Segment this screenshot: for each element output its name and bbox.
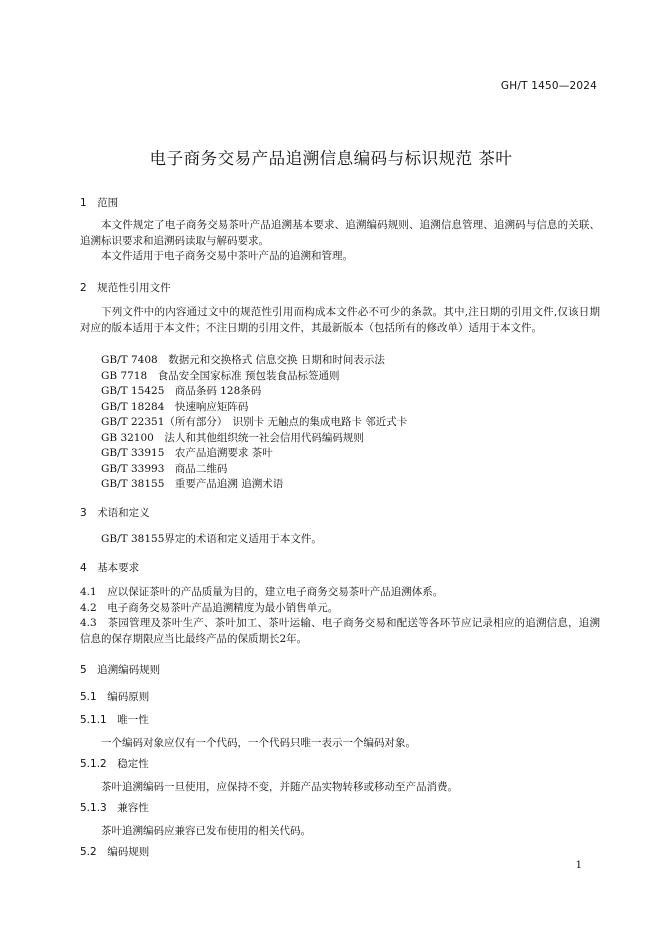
section-5-1-heading: 5.1 编码原则 <box>80 691 150 703</box>
section-5-1-1-text: 一个编码对象应仅有一个代码，一个代码只唯一表示一个编码对象。 <box>101 737 416 749</box>
section-1-paragraph-1: 本文件规定了电子商务交易茶叶产品追溯基本要求、追溯编码规则、追溯信息管理、追溯码与信息的关联、追溯标识要求和追溯码读取与解码要求。 <box>80 219 600 247</box>
reference-item: GB/T 7408 数据元和交换格式 信息交换 日期和时间表示法 <box>101 354 385 366</box>
section-1-paragraph-2: 本文件适用于电子商务交易中茶叶产品的追溯和管理。 <box>101 250 353 262</box>
section-5-1-3-text: 茶叶追溯编码应兼容已发布使用的相关代码。 <box>101 825 311 837</box>
section-3-paragraph: GB/T 38155界定的术语和定义适用于本文件。 <box>101 533 322 545</box>
section-5-1-2-heading: 5.1.2 稳定性 <box>80 758 149 770</box>
section-5-1-3-heading: 5.1.3 兼容性 <box>80 802 149 814</box>
section-2-intro: 下列文件中的内容通过文中的规范性引用而构成本文件必不可少的条款。其中,注日期的引用文件,仅该日期对应的版本适用于本文件；不注日期的引用文件，其最新版本（包括所有的修改单）适用于本文件。 <box>80 306 600 334</box>
reference-item: GB/T 18284 快速响应矩阵码 <box>101 401 249 413</box>
reference-item: GB 32100 法人和其他组织统一社会信用代码编码规则 <box>101 432 364 444</box>
page-number: 1 <box>575 860 582 871</box>
section-5-1-2-text: 茶叶追溯编码一旦使用，应保持不变，并随产品实物转移或移动至产品消费。 <box>101 781 458 793</box>
section-5-2-heading: 5.2 编码规则 <box>80 846 150 858</box>
section-5-heading: 5 追溯编码规则 <box>80 664 161 676</box>
clause-4-2: 4.2 电子商务交易茶叶产品追溯精度为最小销售单元。 <box>80 602 339 614</box>
clause-4-3: 4.3 茶园管理及茶叶生产、茶叶加工、茶叶运输、电子商务交易和配送等各环节应记录相应的追溯信息，追溯信息的保存期限应当比最终产品的保质期长2年。 <box>80 617 600 645</box>
reference-item: GB/T 38155 重要产品追溯 追溯术语 <box>101 478 284 490</box>
section-3-heading: 3 术语和定义 <box>80 507 150 519</box>
reference-item: GB/T 33915 农产品追溯要求 茶叶 <box>101 447 273 459</box>
clause-4-1: 4.1 应以保证茶叶的产品质量为目的，建立电子商务交易茶叶产品追溯体系。 <box>80 586 444 598</box>
reference-item: GB 7718 食品安全国家标准 预包装食品标签通则 <box>101 370 340 382</box>
reference-item: GB/T 22351（所有部分） 识别卡 无触点的集成电路卡 邻近式卡 <box>101 416 408 428</box>
section-4-heading: 4 基本要求 <box>80 562 140 574</box>
section-5-1-1-heading: 5.1.1 唯一性 <box>80 714 149 726</box>
reference-item: GB/T 33993 商品二维码 <box>101 463 228 475</box>
document-title: 电子商务交易产品追溯信息编码与标识规范 茶叶 <box>149 149 513 168</box>
section-1-heading: 1 范围 <box>80 197 119 209</box>
document-number: GH/T 1450—2024 <box>500 80 597 92</box>
section-2-heading: 2 规范性引用文件 <box>80 282 171 294</box>
reference-item: GB/T 15425 商品条码 128条码 <box>101 385 262 397</box>
